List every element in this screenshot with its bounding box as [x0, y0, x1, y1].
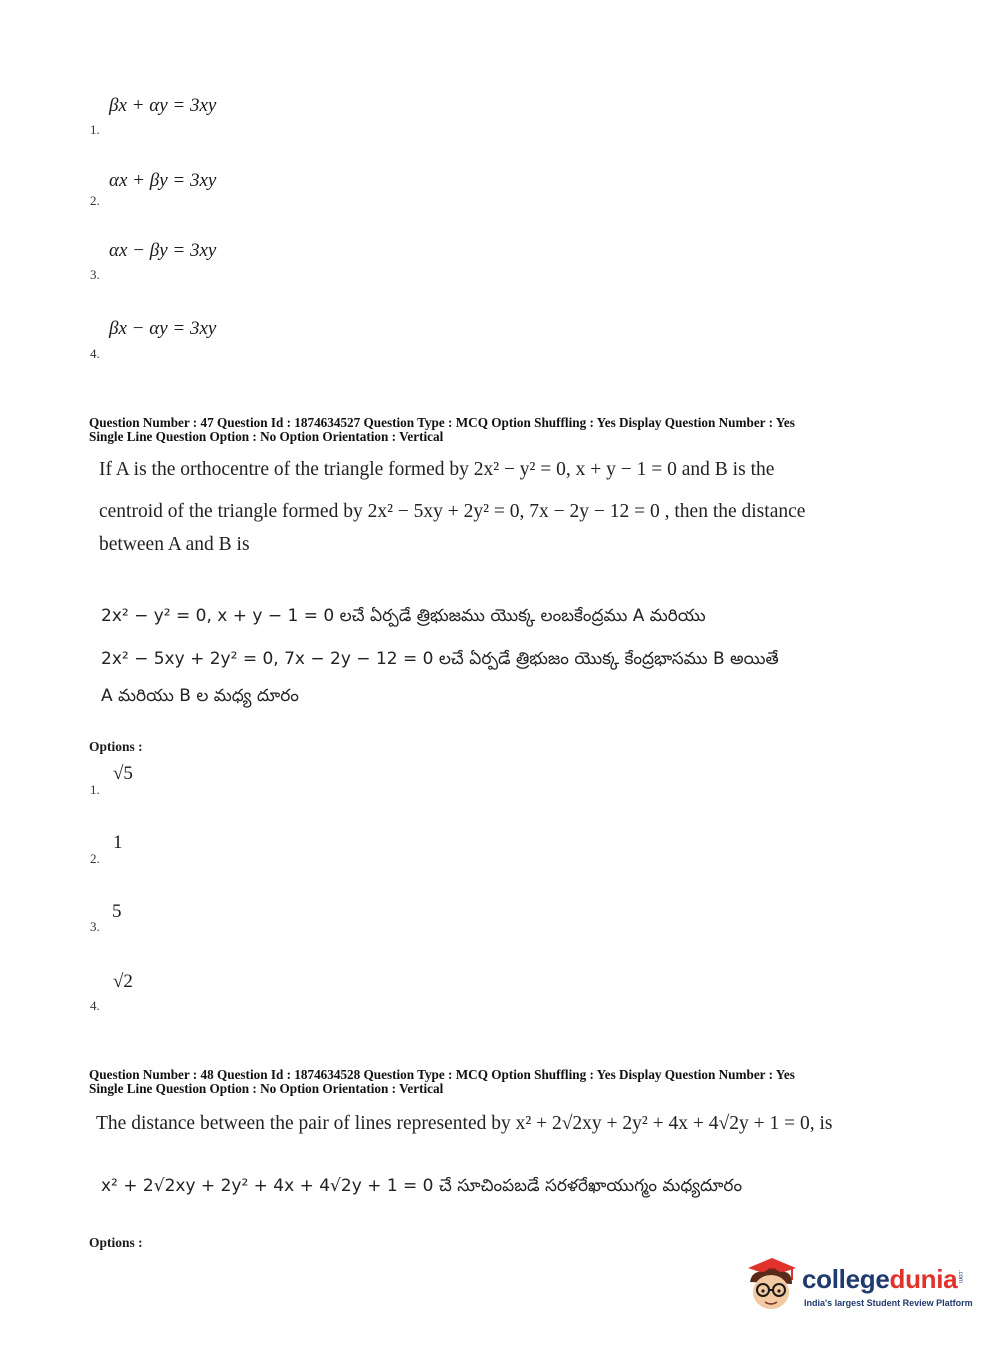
q47-option-4-number: 4. [90, 998, 100, 1013]
prev-option-4-number: 4. [90, 346, 100, 361]
q47-option-2-number: 2. [90, 851, 100, 866]
q47-telugu-line-2: 2x² − 5xy + 2y² = 0, 7x − 2y − 12 = 0 లచే ఏర్పడే త్రిభుజం యొక్క కేంద్రభాసము B అయితే [101, 649, 779, 669]
logo-wordmark-dunia: dunia [889, 1264, 958, 1294]
prev-option-1-expression: βx + αy = 3xy [109, 95, 217, 116]
logo-wordmark [802, 1264, 957, 1295]
q47-meta-line-2: Single Line Question Option : No Option Orientation : Vertical [89, 429, 444, 444]
prev-option-3-number: 3. [90, 267, 100, 282]
q48-telugu-line-1: x² + 2√2xy + 2y² + 4x + 4√2y + 1 = 0 చే సూచింపబడే సరళరేఖాయుగ్మం మధ్యదూరం [101, 1176, 743, 1196]
q47-option-1-number: 1. [90, 782, 100, 797]
prev-option-1-number: 1. [90, 122, 100, 137]
logo-dotcom: .com [957, 1270, 963, 1284]
q48-options-label: Options : [89, 1235, 143, 1250]
q47-english-line-3: between A and B is [99, 534, 250, 555]
prev-option-4-expression: βx − αy = 3xy [109, 318, 217, 339]
prev-option-3-expression: αx − βy = 3xy [109, 240, 217, 261]
logo-tagline: India's largest Student Review Platform [804, 1298, 973, 1308]
q48-english-line-1: The distance between the pair of lines represented by x² + 2√2xy + 2y² + 4x + 4√2y + 1 = 0, is [96, 1113, 833, 1134]
prev-option-2-number: 2. [90, 193, 100, 208]
q47-option-4-value: √2 [113, 971, 133, 992]
mascot-icon [742, 1254, 800, 1314]
q48-meta-line-1: Question Number : 48 Question Id : 1874634528 Question Type : MCQ Option Shuffling : Yes Display Question Number : Yes [89, 1067, 795, 1082]
logo-wordmark-college: college [802, 1264, 890, 1294]
q47-option-1-value: √5 [113, 763, 133, 784]
q47-meta-line-1: Question Number : 47 Question Id : 1874634527 Question Type : MCQ Option Shuffling : Yes Display Question Number : Yes [89, 415, 795, 430]
q47-option-3-value: 5 [112, 901, 122, 922]
q47-english-line-2: centroid of the triangle formed by 2x² − 5xy + 2y² = 0, 7x − 2y − 12 = 0 , then the distance [99, 501, 806, 522]
q47-options-label: Options : [89, 739, 143, 754]
collegedunia-logo [742, 1250, 972, 1320]
q47-option-2-value: 1 [113, 832, 123, 853]
q47-option-3-number: 3. [90, 919, 100, 934]
q47-telugu-line-1: 2x² − y² = 0, x + y − 1 = 0 లచే ఏర్పడే త్రిభుజము యొక్క లంబకేంద్రము A మరియు [101, 606, 706, 626]
prev-option-2-expression: αx + βy = 3xy [109, 170, 217, 191]
q48-meta-line-2: Single Line Question Option : No Option Orientation : Vertical [89, 1081, 444, 1096]
q47-english-line-1: If A is the orthocentre of the triangle formed by 2x² − y² = 0, x + y − 1 = 0 and B is the [99, 459, 775, 480]
q47-telugu-line-3: A మరియు B ల మధ్య దూరం [101, 686, 299, 706]
